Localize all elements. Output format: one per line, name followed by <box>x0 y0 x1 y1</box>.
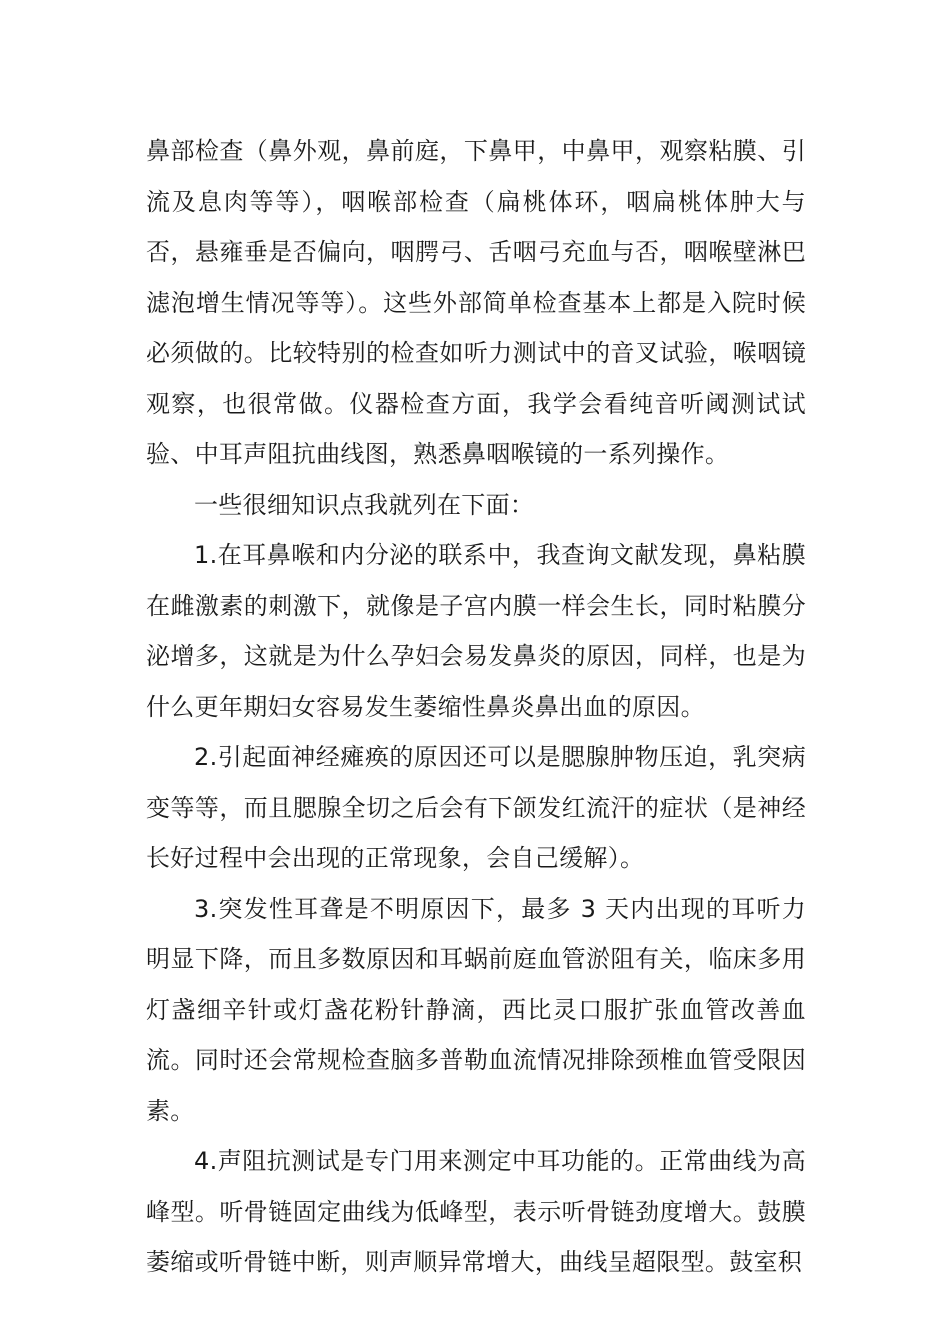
paragraph-point-1: 1.在耳鼻喉和内分泌的联系中，我查询文献发现，鼻粘膜在雌激素的刺激下，就像是子宫内膜一样会生长，同时粘膜分泌增多，这就是为什么孕妇会易发鼻炎的原因，同样，也是为什么更年期妇女容易发生萎缩性鼻炎鼻出血的原因。 <box>146 541 806 721</box>
paragraph-list-intro: 一些很细知识点我就列在下面： <box>194 490 535 519</box>
paragraph-point-3: 3.突发性耳聋是不明原因下，最多 3 天内出现的耳听力明显下降，而且多数原因和耳蜗前庭血管淤阻有关，临床多用灯盏细辛针或灯盏花粉针静滴，西比灵口服扩张血管改善血流。同时还会常规检查脑多普勒血流情况排除颈椎血管受限因素。 <box>146 894 806 1125</box>
document-body <box>146 126 806 1288</box>
paragraph-point-2: 2.引起面神经瘫痪的原因还可以是腮腺肿物压迫，乳突病变等等，而且腮腺全切之后会有下颌发红流汗的症状（是神经长好过程中会出现的正常现象，会自己缓解）。 <box>146 743 806 872</box>
paragraph-point-4: 4.声阻抗测试是专门用来测定中耳功能的。正常曲线为高峰型。听骨链固定曲线为低峰型，表示听骨链劲度增大。鼓膜萎缩或听骨链中断，则声顺异常增大，曲线呈超限型。鼓室积 <box>146 1147 806 1276</box>
paragraph-exam-summary: 鼻部检查（鼻外观，鼻前庭，下鼻甲，中鼻甲，观察粘膜、引流及息肉等等），咽喉部检查（扁桃体环，咽扁桃体肿大与否，悬雍垂是否偏向，咽腭弓、舌咽弓充血与否，咽喉壁淋巴滤泡增生情况等等）。这些外部简单检查基本上都是入院时候必须做的。比较特别的检查如听力测试中的音叉试验，喉咽镜观察，也很常做。仪器检查方面，我学会看纯音听阈测试试验、中耳声阻抗曲线图，熟悉鼻咽喉镜的一系列操作。 <box>146 137 806 468</box>
